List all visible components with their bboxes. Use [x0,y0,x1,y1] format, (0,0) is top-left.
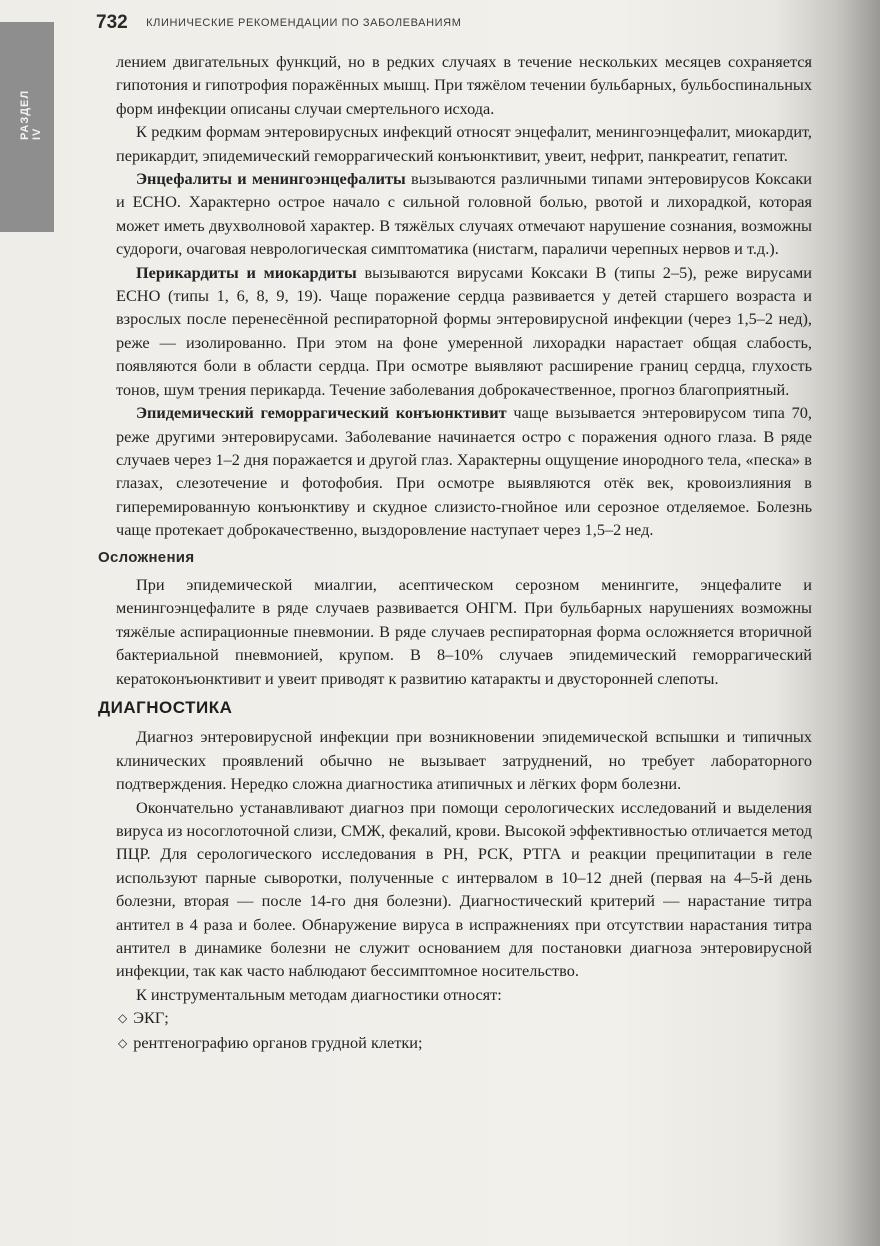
section-side-tab-label: РАЗДЕЛ IV [19,89,43,140]
section-side-tab [0,22,54,232]
paragraph-text: вызываются различными типами энтеровирусов Коксаки и ЕСНО. Характерно острое начало с сильной головной болью, рвотой и лихорадкой, которая может иметь двухволновой характер. В тяжёлых случаях отмечают нарушение сознания, возможны судороги, очаговая неврологическая симптоматика (нистагм, параличи черепных нервов и т.д.). [116,169,812,259]
page-number: 732 [96,12,128,33]
running-title: КЛИНИЧЕСКИЕ РЕКОМЕНДАЦИИ ПО ЗАБОЛЕВАНИЯМ [146,17,462,29]
paragraph: Окончательно устанавливают диагноз при помощи серологических исследований и выделения вируса из носоглоточной слизи, СМЖ, фекалий, крови. Высокой эффективностью отличается метод ПЦР. Для серологического исследования в РН, РСК, РТГА и реакции преципитации в геле используют парные сыворотки, полученные с интервалом в 10–12 дней (первая на 4–5-й день болезни, вторая — после 14-го дня болезни). Диагностический критерий — нарастание титра антител в 4 раза и более. Обнаружение вируса в испражнениях при отсутствии нарастания титра антител в динамике болезни не служит основанием для постановки диагноза энтеровирусной инфекции, так как часто наблюдают бессимптомное носительство. [116,797,812,981]
paragraph [116,261,812,401]
term-bold: Эпидемический геморрагический конъюнктивит [136,403,507,423]
section-heading: ДИАГНОСТИКА [98,697,233,717]
paragraph: При эпидемической миалгии, асептическом серозном менингите, энцефалите и менингоэнцефалите в ряде случаев развивается ОНГМ. При бульбарных нарушениях возможны тяжёлые аспирационные пневмонии. В ряде случаев респираторная форма осложняется вторичной бактериальной пневмонией, крупом. В 8–10% случаев эпидемический геморрагический кератоконъюнктивит и увеит приводят к развитию катаракты и двусторонней слепоты. [116,574,812,688]
term-bold: Перикардиты и миокардиты [136,262,357,282]
paragraph-text: вызываются вирусами Коксаки В (типы 2–5), реже вирусами ЕСНО (типы 1, 6, 8, 9, 19). Чаще поражение сердца развивается у детей старшего возраста и взрослых после перенесённой респираторной формы энтеровирусной инфекции (через 1,5–2 нед), реже — изолированно. При этом на фоне умеренной лихорадки нарастает общая слабость, появляются боли в области сердца. При осмотре выявляют расширение границ сердца, глухость тонов, шум трения перикарда. Течение заболевания доброкачественное, прогноз благоприятный. [116,262,812,399]
list-item: ◇ ЭКГ; [116,1006,812,1030]
running-header [96,12,836,36]
paragraph: К инструментальным методам диагностики относят: [136,984,502,1004]
term-bold: Энцефалиты и менингоэнцефалиты [136,169,406,189]
list-item: ◇ рентгенографию органов грудной клетки; [116,1031,812,1055]
paragraph: К редким формам энтеровирусных инфекций относят энцефалит, менингоэнцефалит, миокардит, перикардит, эпидемический геморрагический конъюнктивит, увеит, нефрит, панкреатит, гепатит. [116,122,812,165]
paragraph-text: чаще вызывается энтеровирусом типа 70, реже другими энтеровирусами. Заболевание начинается остро с поражения одного глаза. В ряде случаев через 1–2 дня поражается и другой глаз. Характерны ощущение инородного тела, «песка» в глазах, слезотечение и фотофобия. При осмотре выявляются отёк век, кровоизлияния в гиперемированную конъюнктиву и скудное слизисто-гнойное или серозное отделяемое. Болезнь чаще протекает доброкачественно, выздоровление наступает через 1,5–2 нед. [116,403,812,540]
paragraph [116,401,812,541]
page-body [98,50,812,1055]
bullet-list [116,1006,812,1055]
paragraph: лением двигательных функций, но в редких случаях в течение нескольких месяцев сохраняется гипотония и гипотрофия поражённых мышц. При тяжёлом течении бульбарных, бульбоспинальных форм инфекции описаны случаи смертельного исхода. [116,52,812,118]
paragraph [116,167,812,261]
paragraph: Диагноз энтеровирусной инфекции при возникновении эпидемической вспышки и типичных клинических проявлений обычно не вызывает затруднений, но требует лабораторного подтверждения. Нередко сложна диагностика атипичных и лёгких форм болезни. [116,727,812,794]
subsection-heading: Осложнения [98,548,195,566]
